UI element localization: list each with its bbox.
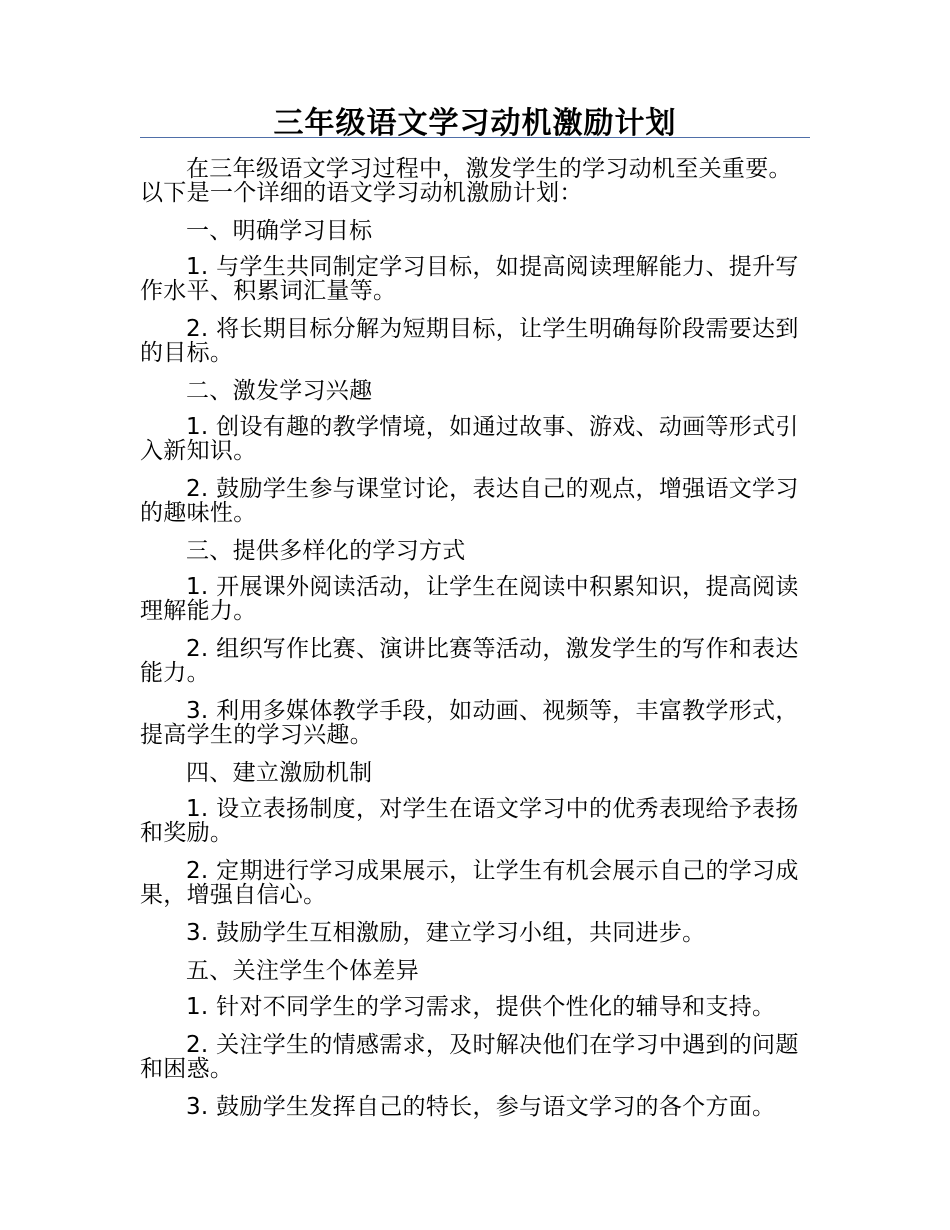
list-item: 2. 组织写作比赛、演讲比赛等活动，激发学生的写作和表达能力。 [140,636,799,686]
list-item: 2. 鼓励学生参与课堂讨论，表达自己的观点，增强语文学习的趣味性。 [140,476,799,526]
document-title: 三年级语文学习动机激励计划 [273,106,677,141]
section-heading-incentives: 四、建立激励机制 [186,760,373,786]
list-item: 1. 创设有趣的教学情境，如通过故事、游戏、动画等形式引入新知识。 [140,414,799,464]
list-item: 3. 利用多媒体教学手段，如动画、视频等，丰富教学形式，提高学生的学习兴趣。 [140,698,799,748]
list-item: 1. 设立表扬制度，对学生在语文学习中的优秀表现给予表扬和奖励。 [140,796,799,846]
list-item: 2. 将长期目标分解为短期目标，让学生明确每阶段需要达到的目标。 [140,316,799,366]
section-heading-goals: 一、明确学习目标 [186,218,373,244]
list-item: 2. 关注学生的情感需求，及时解决他们在学习中遇到的问题和困惑。 [140,1032,799,1082]
list-item: 1. 开展课外阅读活动，让学生在阅读中积累知识，提高阅读理解能力。 [140,574,799,624]
list-item: 1. 针对不同学生的学习需求，提供个性化的辅导和支持。 [186,994,776,1020]
document-body [140,157,810,1133]
intro-paragraph: 在三年级语文学习过程中，激发学生的学习动机至关重要。以下是一个详细的语文学习动机激励计划： [140,156,792,206]
section-heading-methods: 三、提供多样化的学习方式 [186,538,466,564]
section-heading-differences: 五、关注学生个体差异 [186,958,419,984]
list-item: 3. 鼓励学生互相激励，建立学习小组，共同进步。 [186,920,706,946]
list-item: 1. 与学生共同制定学习目标，如提高阅读理解能力、提升写作水平、积累词汇量等。 [140,254,799,304]
list-item: 3. 鼓励学生发挥自己的特长，参与语文学习的各个方面。 [186,1094,776,1120]
list-item: 2. 定期进行学习成果展示，让学生有机会展示自己的学习成果，增强自信心。 [140,858,799,908]
title-underline [140,137,810,138]
section-heading-interest: 二、激发学习兴趣 [186,378,373,404]
